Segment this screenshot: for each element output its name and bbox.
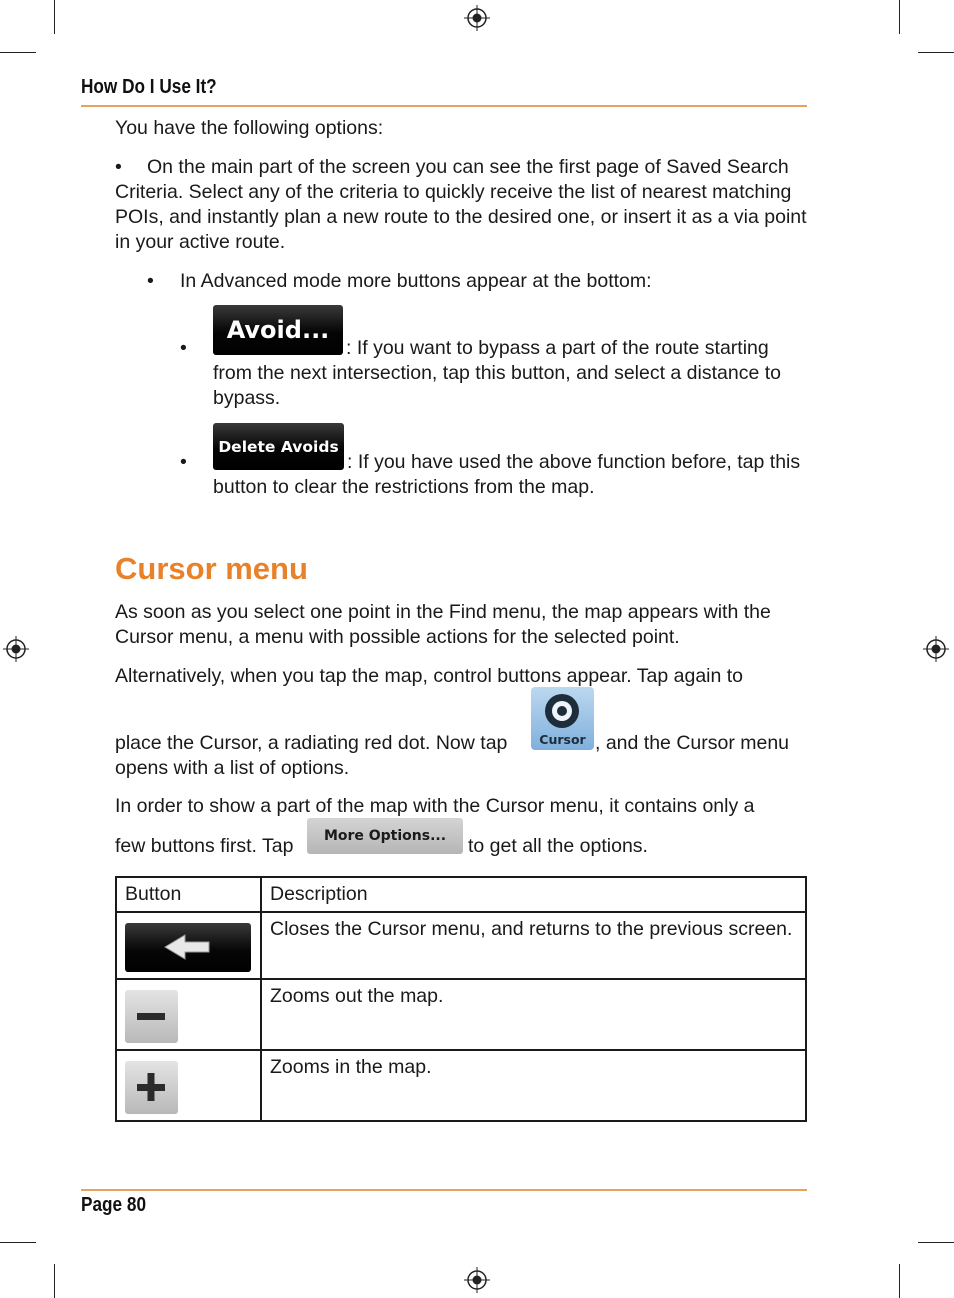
- bullet-marker: •: [115, 156, 122, 178]
- page-number: Page 80: [81, 1194, 147, 1216]
- para-line: In order to show a part of the map with the Cursor menu, it contains only a: [115, 795, 755, 817]
- cursor-target-icon: [542, 691, 582, 731]
- bullet-marker: •: [180, 337, 187, 359]
- crop-mark: [54, 1264, 55, 1298]
- crop-mark: [899, 0, 900, 34]
- delete-text: : If you have used the above function before, tap this button to clear the restrictions from the map.: [213, 451, 801, 498]
- para-line: Alternatively, when you tap the map, control buttons appear. Tap again to: [115, 665, 744, 687]
- crop-mark: [0, 1242, 36, 1243]
- table-header-cell: Button: [116, 877, 261, 912]
- crop-mark: [0, 52, 36, 53]
- table-row: [116, 979, 806, 1050]
- table-cell-description: Zooms out the map.: [261, 979, 806, 1050]
- bullet-text: On the main part of the screen you can see the first page of Saved Search Criteria. Select any of the criteria to quickly receive the list of nearest matching POIs, and instantly plan a new route to the desired one, or insert it as a via point in your active route.: [115, 156, 807, 253]
- para-line: opens with a list of options.: [115, 757, 350, 779]
- registration-mark-icon: [464, 1267, 490, 1293]
- more-options-button[interactable]: [307, 818, 463, 854]
- registration-mark-icon: [923, 636, 949, 662]
- delete-avoids-description: [213, 450, 803, 500]
- table-header-cell: Description: [261, 877, 806, 912]
- more-options-button-label: More Options...: [323, 828, 447, 844]
- table-header-row: [116, 877, 806, 912]
- minus-icon[interactable]: [125, 990, 178, 1043]
- para-line: few buttons first. Tap: [115, 835, 294, 857]
- table-cell-button: [116, 979, 261, 1050]
- bullet-marker: •: [147, 270, 154, 292]
- registration-mark-icon: [3, 636, 29, 662]
- table-row: [116, 912, 806, 979]
- cursor-button[interactable]: [531, 687, 594, 750]
- table-cell-description: Closes the Cursor menu, and returns to the previous screen.: [261, 912, 806, 979]
- table-cell-button: [116, 912, 261, 979]
- para-text: place the Cursor, a radiating red dot. Now tap: [115, 732, 508, 754]
- section-heading: Cursor menu: [115, 551, 308, 586]
- button-description-table: [115, 876, 807, 1122]
- cursor-button-label: Cursor: [539, 732, 586, 747]
- header-rule: [81, 105, 807, 107]
- crop-mark: [918, 1242, 954, 1243]
- bullet-marker: •: [180, 451, 187, 473]
- delete-avoids-button-label: Delete Avoids: [218, 437, 339, 456]
- avoid-button-label: Avoid...: [226, 316, 330, 344]
- para-text: , and the Cursor menu: [595, 732, 790, 754]
- footer-rule: [81, 1189, 807, 1191]
- table-cell-button: [116, 1050, 261, 1121]
- back-arrow-icon[interactable]: [125, 923, 251, 972]
- avoid-description: [213, 336, 803, 411]
- registration-mark-icon: [464, 5, 490, 31]
- para-line: [115, 731, 507, 756]
- table-row: [116, 1050, 806, 1121]
- table-cell-description: Zooms in the map.: [261, 1050, 806, 1121]
- cursor-intro-para: As soon as you select one point in the Find menu, the map appears with the Cursor menu, a menu with possible actions for the selected point.: [115, 601, 771, 648]
- plus-icon[interactable]: [125, 1061, 178, 1114]
- crop-mark: [918, 52, 954, 53]
- para-text: to get all the options.: [468, 835, 648, 857]
- crop-mark: [54, 0, 55, 34]
- running-header: How Do I Use It?: [81, 76, 217, 98]
- bullet-saved-search: [115, 155, 810, 255]
- bullet-advanced-mode: In Advanced mode more buttons appear at the bottom:: [180, 270, 652, 292]
- crop-mark: [899, 1264, 900, 1298]
- avoid-text: : If you want to bypass a part of the route starting from the next intersection, tap this button, and select a distance to bypass.: [213, 337, 781, 409]
- intro-text: You have the following options:: [115, 117, 384, 139]
